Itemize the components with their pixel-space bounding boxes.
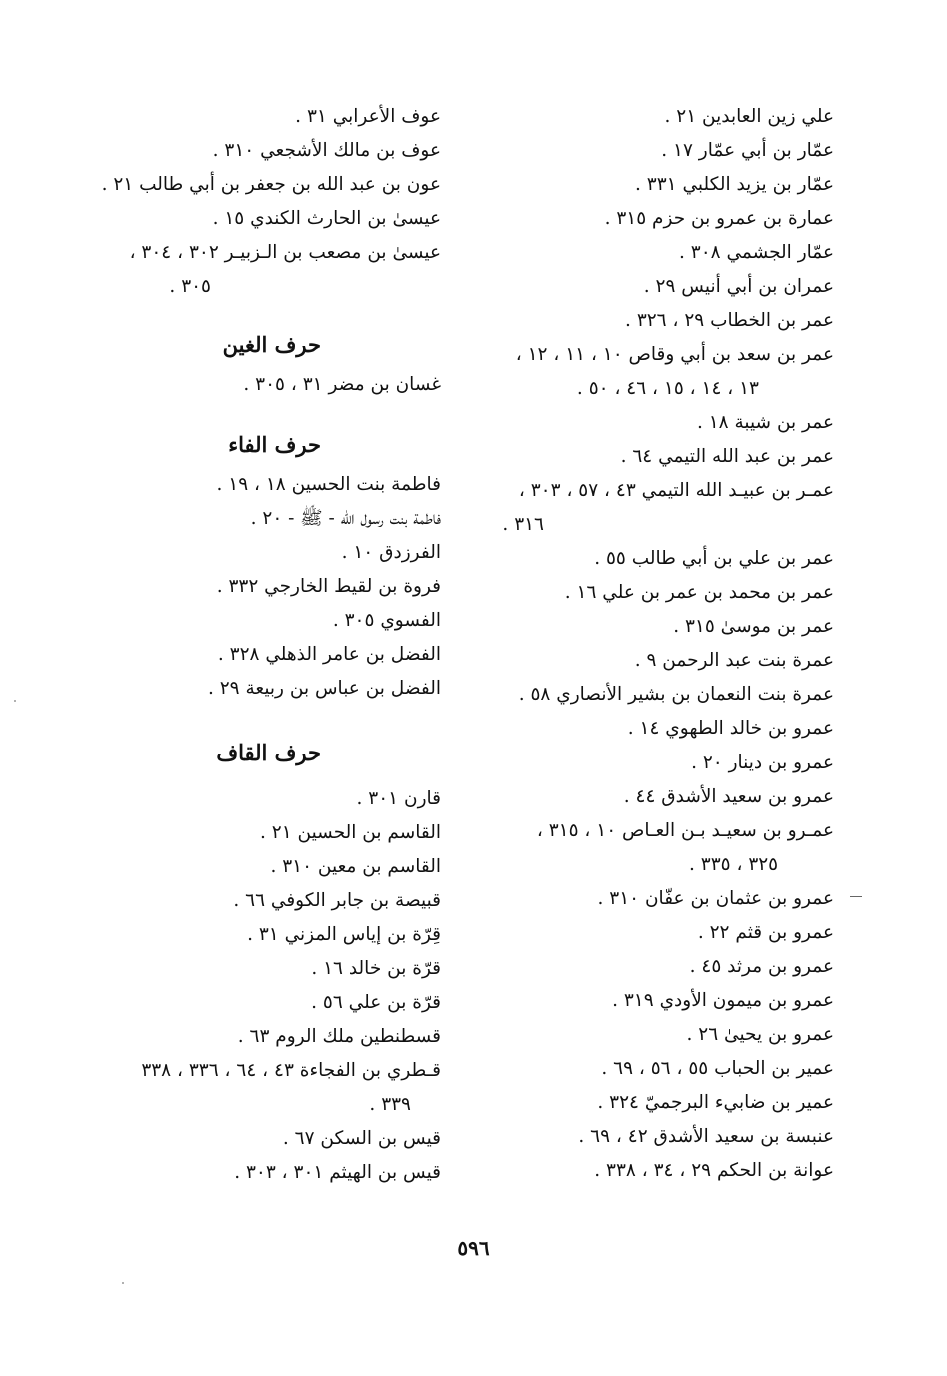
index-entry: عمّار بن أبي عمّار ١٧ . [661,140,834,161]
index-entry: عمرو بن سعيد الأشدق ٤٤ . [623,786,834,807]
index-entry: عمّار الجشمي ٣٠٨ . [679,242,834,263]
index-entry-continuation: ٣٠٥ . [169,276,211,297]
index-entry: قيس بن الهيثم ٣٠١ ، ٣٠٣ . [234,1162,441,1183]
index-entry: قـطري بن الفجاءة ٤٣ ، ٦٤ ، ٣٣٦ ، ٣٣٨ [141,1060,441,1081]
index-entry: قارن ٣٠١ . [356,788,441,809]
index-entry: عمر بن علي بن أبي طالب ٥٥ . [594,548,834,569]
scan-speck [14,700,16,702]
index-entry: قِرّة بن إياس المزني ٣١ . [247,924,441,945]
index-entry-continuation: ٣١٦ . [502,514,544,535]
index-entry: قسطنطين ملك الروم ٦٣ . [237,1026,441,1047]
index-entry: قرّة بن خالد ١٦ . [311,958,441,979]
index-entry: الفضل بن عباس بن ربيعة ٢٩ . [207,678,441,699]
scan-speck [122,1282,124,1284]
index-entry: عمارة بن عمرو بن حزم ٣١٥ . [604,208,834,229]
index-entry: قيس بن السكن ٦٧ . [282,1128,441,1149]
index-entry: فاطمة بنت الحسين ١٨ ، ١٩ . [216,474,441,495]
index-entry: قبيصة بن جابر الكوفي ٦٦ . [233,890,441,911]
index-entry: عوانة بن الحكم ٢٩ ، ٣٤ ، ٣٣٨ . [594,1160,834,1181]
margin-mark [850,896,862,897]
index-entry: القاسم بن معين ٣١٠ . [270,856,441,877]
index-entry: فروة بن لقيط الخارجي ٣٣٢ . [216,576,441,597]
index-entry: الفسوي ٣٠٥ . [332,610,441,631]
index-entry: علي زين العابدين ٢١ . [664,106,834,127]
index-entry-continuation: ٣٢٥ ، ٣٣٥ . [689,854,779,875]
index-entry: عمرة بنت النعمان بن بشير الأنصاري ٥٨ . [518,684,834,705]
index-entry: عيسىٰ بن الحارث الكندي ١٥ . [212,208,441,229]
index-entry: القاسم بن الحسين ٢١ . [260,822,441,843]
index-entry: عوف بن مالك الأشجعي ٣١٠ . [212,140,441,161]
index-entry: عنبسة بن سعيد الأشدق ٤٢ ، ٦٩ . [578,1126,834,1147]
page-number: ٥٩٦ [457,1236,490,1260]
index-entry: عمران بن أبي أنيس ٢٩ . [643,276,834,297]
index-entry: عوف الأعرابي ٣١ . [295,106,441,127]
index-entry: عمر بن موسىٰ ٣١٥ . [673,616,834,637]
index-entry: الفرزدق ١٠ . [341,542,441,563]
index-entry: عمرو بن ميمون الأودي ٣١٩ . [612,990,834,1011]
index-entry: عمر بن محمد بن عمر بن علي ١٦ . [564,582,834,603]
index-entry: الفضل بن عامر الذهلي ٣٢٨ . [217,644,441,665]
section-heading-ghain: حرف الغين [222,332,321,357]
index-entry: عمرو بن عثمان بن عفّان ٣١٠ . [597,888,834,909]
index-entry: عمّار بن يزيد الكلبي ٣٣١ . [635,174,834,195]
section-heading-fa: حرف الفاء [228,432,321,457]
index-entry: عون بن عبد الله بن جعفر بن أبي طالب ٢١ . [101,174,441,195]
index-entry: عمرو بن دينار ٢٠ . [691,752,834,773]
index-entry: عمرو بن مرثد ٤٥ . [689,956,834,977]
index-entry: عمرو بن يحيىٰ ٢٦ . [686,1024,834,1045]
index-entry: عمر بن الخطاب ٢٩ ، ٣٢٦ . [625,310,834,331]
index-entry: عمـر بن عبيـد الله التيمي ٤٣ ، ٥٧ ، ٣٠٣ ، [518,480,834,501]
index-entry-continuation: ١٣ ، ١٤ ، ١٥ ، ٤٦ ، ٥٠ . [576,378,759,399]
index-entry: قرّة بن علي ٥٦ . [311,992,441,1013]
index-entry: عمرو بن قثم ٢٢ . [697,922,834,943]
index-entry: عيسىٰ بن مصعب بن الـزبيـر ٣٠٢ ، ٣٠٤ ، [129,242,441,263]
index-entry: فاطمة بنت رسول الله - ﷺ - ٢٠ . [250,508,441,529]
index-entry-continuation: ٣٣٩ . [369,1094,411,1115]
right-index-column [474,100,834,1188]
index-entry: عمرو بن خالد الطهوي ١٤ . [627,718,834,739]
index-entry: عمـرو بن سعيـد بـن العـاص ١٠ ، ٣١٥ ، [536,820,834,841]
index-entry: عمر بن عبد الله التيمي ٦٤ . [620,446,834,467]
index-entry: عمرة بنت عبد الرحمن ٩ . [634,650,834,671]
section-heading-qaf: حرف القاف [216,740,321,765]
index-entry: عمير بن الحباب ٥٥ ، ٥٦ ، ٦٩ . [601,1058,834,1079]
index-entry: عمر بن سعد بن أبي وقاص ١٠ ، ١١ ، ١٢ ، [515,344,834,365]
index-entry: عمر بن شيبة ١٨ . [696,412,834,433]
left-index-column [81,100,441,1190]
index-entry: غسان بن مضر ٣١ ، ٣٠٥ . [243,374,441,395]
index-entry: عمير بن ضابيء البرجميّ ٣٢٤ . [597,1092,834,1113]
